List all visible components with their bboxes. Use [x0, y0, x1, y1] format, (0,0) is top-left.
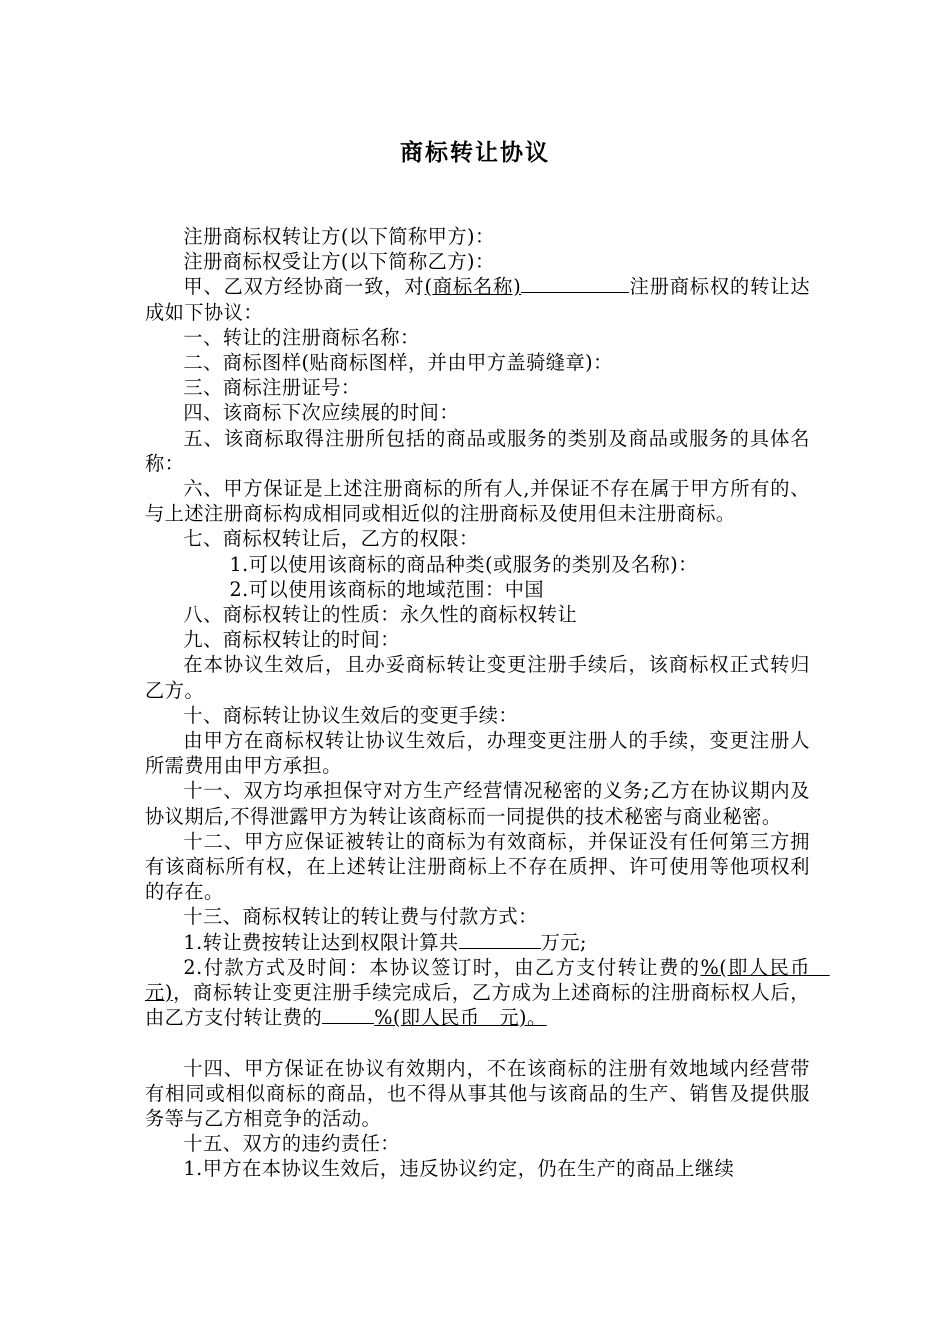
clause-4: 四、该商标下次应续展的时间：: [183, 401, 460, 425]
page-title: 商标转让协议: [400, 140, 550, 166]
clause-8: 八、商标权转让的性质：永久性的商标权转让: [183, 603, 578, 627]
clause-15: 十五、双方的违约责任：: [183, 1132, 400, 1156]
clause-14: 十四、甲方保证在协议有效期内，不在该商标的注册有效地域内经营带有相同或相似商标的商品，也不得从事其他与该商品的生产、销售及提供服务等与乙方相竞争的活动。: [145, 1056, 810, 1130]
trademark-name-blank: [521, 291, 629, 293]
clause-7-item-2: 2.可以使用该商标的地域范围：中国: [229, 577, 545, 601]
fee-amount-blank: [459, 947, 541, 949]
clause-13: 十三、商标权转让的转让费与付款方式：: [183, 905, 538, 929]
first-payment-field: %(即人民币 元): [145, 955, 830, 1005]
clause-12: 十二、甲方应保证被转让的商标为有效商标，并保证没有任何第三方拥有该商标所有权，在上述转让注册商标上不存在质押、许可使用等他项权利的存在。: [145, 829, 810, 904]
clause-15-item-1: 1.甲方在本协议生效后，违反协议约定，仍在生产的商品上继续: [183, 1157, 735, 1181]
document-body: [145, 224, 830, 1182]
clause-1: 一、转让的注册商标名称：: [183, 325, 420, 349]
clause-10: 十、商标转让协议生效后的变更手续：: [183, 703, 519, 727]
party-a-line: 注册商标权转让方(以下简称甲方)：: [183, 225, 495, 248]
clause-9: 九、商标权转让的时间：: [183, 628, 400, 652]
second-percent-blank: [322, 1022, 374, 1024]
clause-9-body: 在本协议生效后，且办妥商标转让变更注册手续后，该商标权正式转归乙方。: [145, 653, 810, 702]
clause-5: 五、该商标取得注册所包括的商品或服务的类别及商品或服务的具体名称：: [145, 426, 810, 475]
trademark-name-field: (商标名称): [424, 275, 522, 299]
clause-2: 二、商标图样(贴商标图样，并由甲方盖骑缝章)：: [183, 351, 613, 375]
clause-10-body: 由甲方在商标权转让协议生效后，办理变更注册人的手续，变更注册人所需费用由甲方承担。: [145, 729, 810, 778]
paragraph-gap: [145, 1031, 810, 1056]
party-b-line: 注册商标权受让方(以下简称乙方)：: [183, 250, 495, 274]
second-payment-field: %(即人民币 元)。: [374, 1006, 547, 1030]
clause-7-item-1: 1.可以使用该商标的商品种类(或服务的类别及名称)：: [229, 552, 698, 576]
agreement-intro: 甲、乙双方经协商一致，对(商标名称) 注册商标权的转让达成如下协议：: [145, 275, 811, 324]
clause-11: 十一、双方均承担保守对方生产经营情况秘密的义务;乙方在协议期内及协议期后,不得泄露甲方为转让该商标而一同提供的技术秘密与商业秘密。: [145, 779, 810, 828]
clause-6: 六、甲方保证是上述注册商标的所有人,并保证不存在属于甲方所有的、与上述注册商标构成相同或相近似的注册商标及使用但未注册商标。: [145, 477, 810, 526]
clause-13-item-2: 2.付款方式及时间：本协议签订时，由乙方支付转让费的%(即人民币 元)，商标转让变更注册手续完成后，乙方成为上述商标的注册商标权人后，由乙方支付转让费的 %(即人民币 元)。: [145, 955, 830, 1030]
clause-7: 七、商标权转让后，乙方的权限：: [183, 527, 479, 551]
clause-3: 三、商标注册证号：: [183, 376, 361, 400]
clause-13-item-1: 1.转让费按转让达到权限计算共 万元;: [183, 930, 587, 954]
